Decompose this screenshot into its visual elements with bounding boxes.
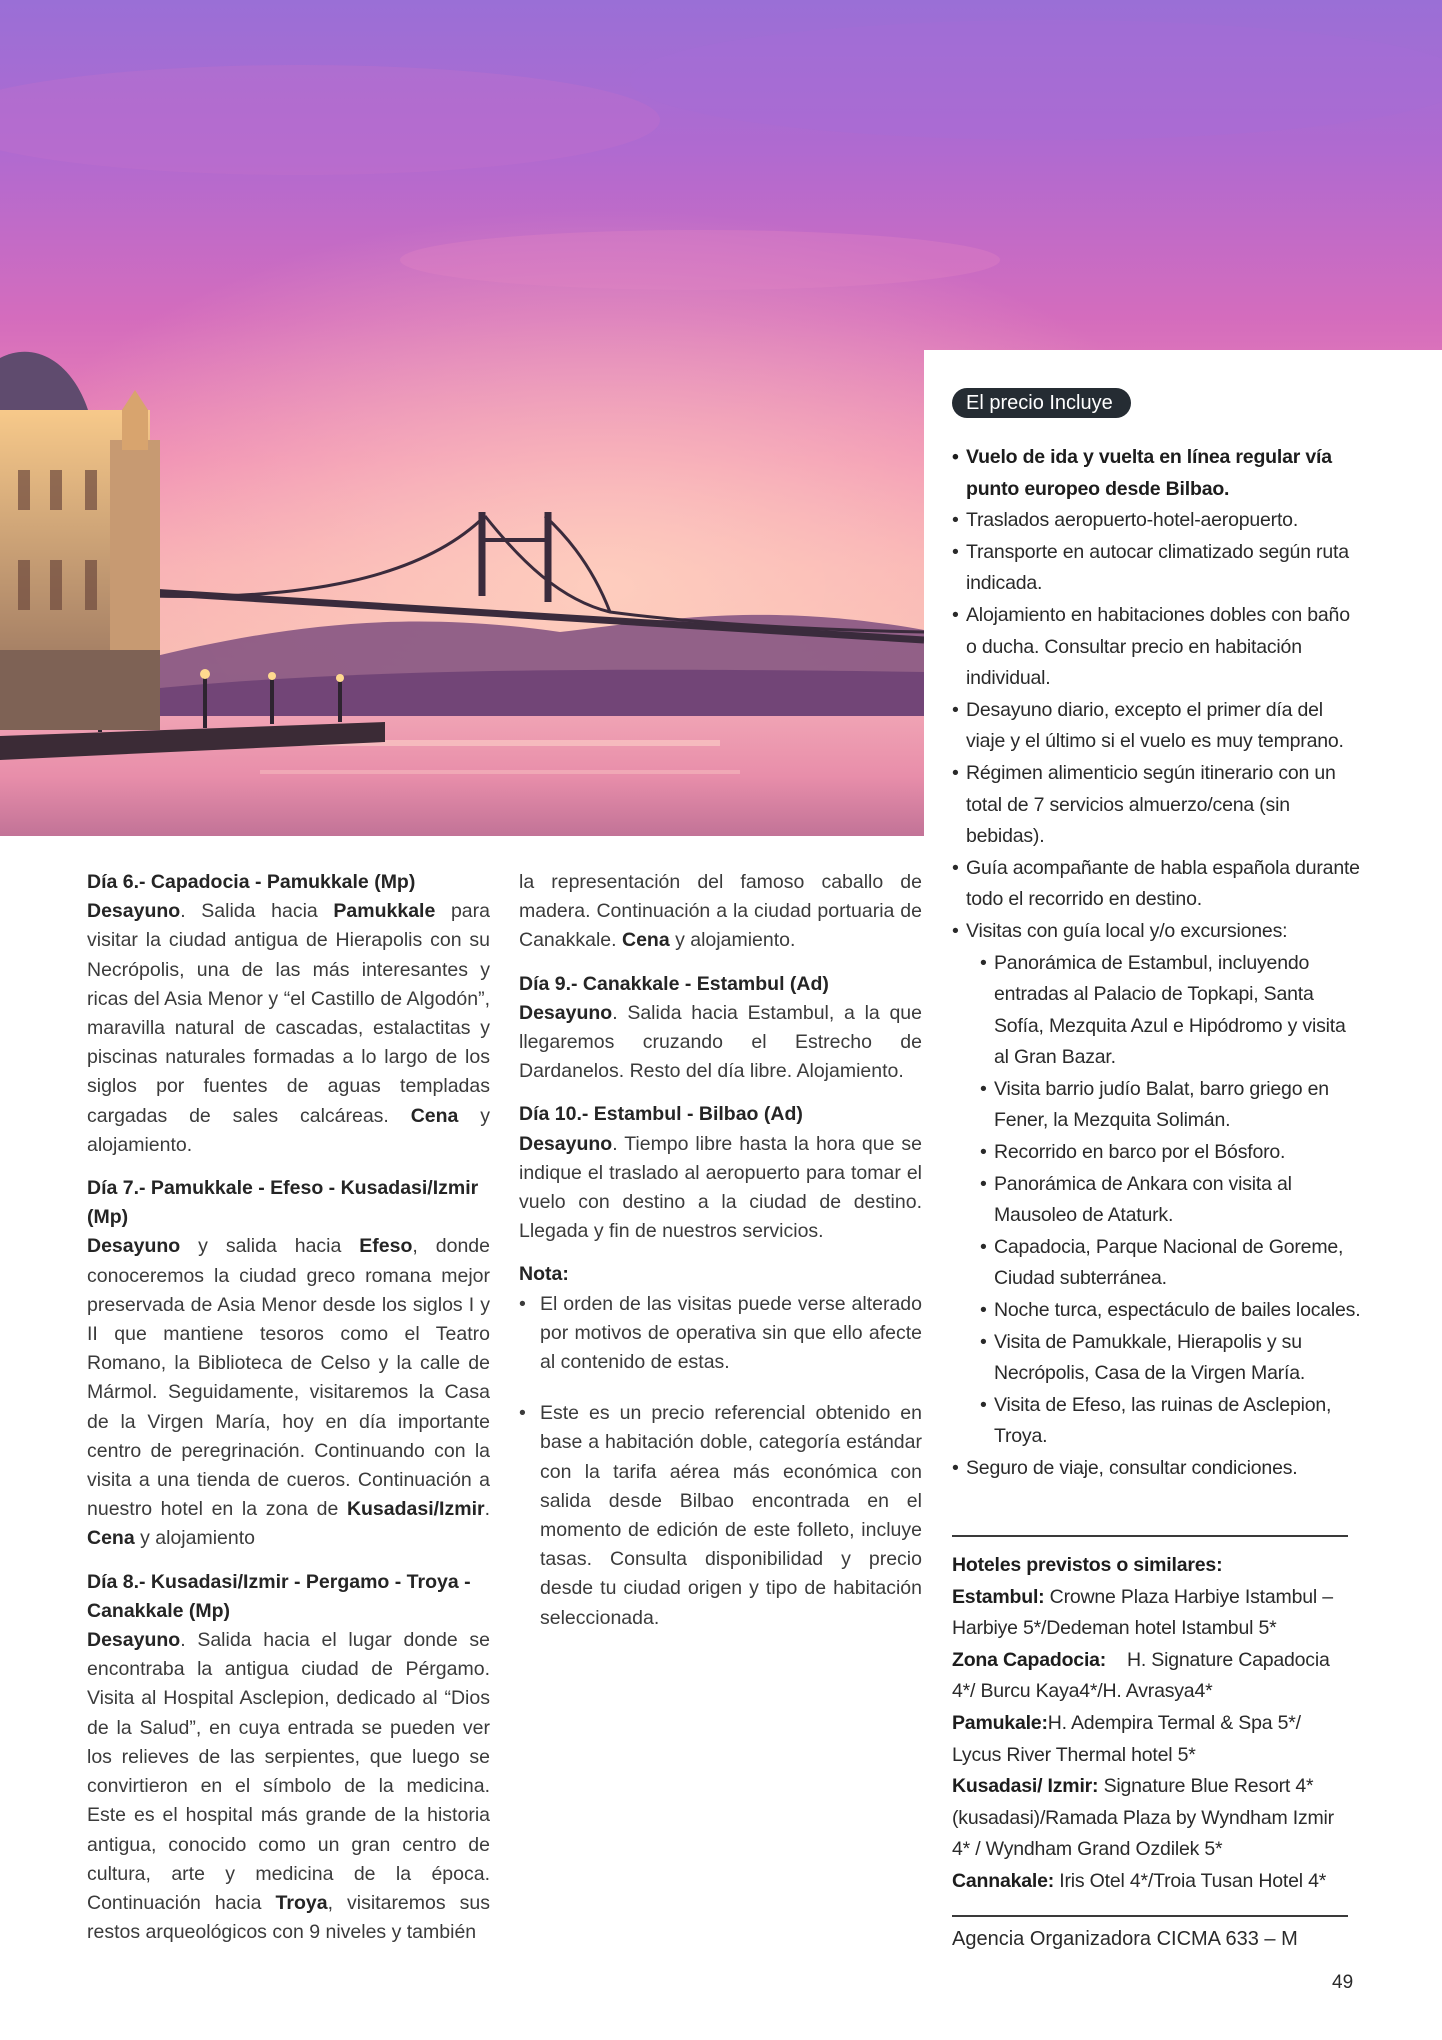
visit-item: • Recorrido en barco por el Bósforo.	[980, 1137, 1362, 1169]
day-title: Día 7.- Pamukkale - Efeso - Kusadasi/Izmir (Mp)	[87, 1177, 479, 1229]
day-title: Día 6.- Capadocia - Pamukkale (Mp)	[87, 871, 416, 893]
visit-item: • Visita barrio judío Balat, barro griego en Fener, la Mezquita Solimán.	[980, 1074, 1362, 1137]
hotel-city: Pamukale:	[952, 1711, 1048, 1734]
visit-item: • Noche turca, espectáculo de bailes locales.	[980, 1295, 1362, 1327]
price-includes-label: El precio Incluye	[966, 392, 1113, 414]
hotel-entry	[952, 1708, 1352, 1771]
visits-sublist	[952, 948, 1362, 1454]
included-item: • Régimen alimenticio según itinerario con un total de 7 servicios almuerzo/cena (sin bebidas).	[952, 758, 1362, 853]
body-text: y alojamiento	[134, 1527, 256, 1550]
bold-text: Desayuno	[87, 1235, 181, 1258]
hotel-city: Cannakale:	[952, 1869, 1055, 1892]
included-item: • Transporte en autocar climatizado según ruta indicada.	[952, 537, 1362, 600]
visit-item: • Visita de Pamukkale, Hierapolis y su Necrópolis, Casa de la Virgen María.	[980, 1327, 1362, 1390]
day-text	[519, 868, 922, 956]
included-item: • Alojamiento en habitaciones dobles con baño o ducha. Consultar precio en habitación individual.	[952, 600, 1362, 695]
included-item: • Visitas con guía local y/o excursiones:	[952, 916, 1362, 948]
body-text: y alojamiento.	[87, 1104, 490, 1156]
body-text: . Salida hacia	[180, 900, 334, 923]
body-text: .	[484, 1498, 490, 1521]
day-text	[87, 1232, 490, 1553]
visit-item: • Panorámica de Ankara con visita al Mausoleo de Ataturk.	[980, 1169, 1362, 1232]
itinerary-column-2	[519, 868, 922, 1633]
bold-text: Desayuno	[87, 900, 181, 923]
price-includes-list	[952, 442, 1362, 1485]
note-title: Nota:	[519, 1263, 569, 1286]
hotel-entry	[952, 1582, 1352, 1645]
body-text: , visitaremos sus restos arqueológicos con 9 niveles y también	[87, 1891, 490, 1944]
hotel-names: Iris Otel 4*/Troia Tusan Hotel 4*	[1054, 1869, 1327, 1892]
visit-item: • Panorámica de Estambul, incluyendo entradas al Palacio de Topkapi, Santa Sofía, Mezquita Azul e Hipódromo y visita al Gran Bazar.	[980, 948, 1362, 1074]
body-text: la representación del famoso caballo de madera. Continuación a la ciudad portuaria de Canakkale.	[519, 871, 922, 952]
day-text	[519, 1130, 922, 1247]
included-item: • Vuelo de ida y vuelta en línea regular vía punto europeo desde Bilbao.	[952, 442, 1362, 505]
bold-text: Desayuno	[519, 1132, 613, 1155]
page-number: 49	[1332, 1972, 1354, 1993]
bold-text: Desayuno	[519, 1001, 613, 1024]
bold-text: Desayuno	[87, 1629, 181, 1652]
note-item: • El orden de las visitas puede verse alterado por motivos de operativa sin que ello afecte al contenido de estas.	[519, 1290, 922, 1378]
hotels-title: Hoteles previstos o similares:	[952, 1554, 1223, 1576]
hotel-city: Zona Capadocia:	[952, 1648, 1107, 1671]
body-text: y alojamiento.	[669, 929, 796, 952]
bold-text: Cena	[87, 1527, 135, 1550]
body-text: , donde conoceremos la ciudad greco romana mejor preservada de Asia Menor desde los siglos I y II que mantiene tesoros como el Teatro Romano, la Biblioteca de Celso y la calle de Mármol. Seguidamente, visitaremos la Casa de la Virgen María, hoy en día importante centro de peregrinación. Continuando con la visita a una tienda de cueros. Continuación a nuestro hotel en la zona de	[87, 1235, 490, 1521]
body-text: y salida hacia	[180, 1235, 360, 1258]
itinerary-column-1	[87, 868, 490, 1947]
hotel-entry	[952, 1866, 1352, 1898]
visit-item: • Visita de Efeso, las ruinas de Asclepion, Troya.	[980, 1390, 1362, 1453]
body-text: para visitar la ciudad antigua de Hierapolis con su Necrópolis, una de las más interesantes y ricas del Asia Menor y “el Castillo de Algodón”, maravilla natural de cascadas, estalactitas y piscinas naturales formadas a lo largo de los siglos por fuentes de aguas templadas cargadas de sales calcáreas.	[87, 900, 490, 1127]
visit-item: • Capadocia, Parque Nacional de Goreme, Ciudad subterránea.	[980, 1232, 1362, 1295]
included-item: • Traslados aeropuerto-hotel-aeropuerto.	[952, 505, 1362, 537]
day-text	[87, 1626, 490, 1947]
day-text	[519, 999, 922, 1087]
included-item: • Desayuno diario, excepto el primer día del viaje y el último si el vuelo es muy temprano.	[952, 695, 1362, 758]
note-item: • Este es un precio referencial obtenido en base a habitación doble, categoría estándar con la tarifa aérea más económica con salida desde Bilbao encontrada en el momento de edición de este folleto, incluye tasas. Consulta disponibilidad y precio desde tu ciudad origen y tipo de habitación seleccionada.	[519, 1399, 922, 1633]
divider	[952, 1535, 1348, 1537]
bold-text: Troya	[275, 1891, 328, 1914]
hotels-section	[952, 1550, 1352, 1898]
bold-text: Cena	[621, 929, 670, 952]
hotel-city: Kusadasi/ Izmir:	[952, 1775, 1099, 1798]
bold-text: Pamukkale	[333, 900, 436, 923]
hotel-city: Estambul:	[952, 1585, 1045, 1608]
price-includes-badge	[952, 388, 1131, 418]
bold-text: Efeso	[359, 1235, 413, 1258]
hotel-names: H. Adempira Termal & Spa 5*/ Lycus River Thermal hotel 5*	[952, 1711, 1301, 1766]
hotel-names: H. Signature Capadocia 4*/ Burcu Kaya4*/H. Avrasya4*	[952, 1648, 1335, 1703]
body-text: . Salida hacia el lugar donde se encontraba la antigua ciudad de Pérgamo. Visita al Hospital Asclepion, dedicado al “Dios de la Salud”, en cuya entrada se pueden ver los relieves de las serpientes, que luego se convirtieron en el símbolo de la medicina. Este es el hospital más grande de la historia antigua, conocido como un gran centro de cultura, arte y medicina de la época. Continuación hacia	[87, 1629, 490, 1914]
hotel-entry	[952, 1771, 1352, 1866]
included-item: • Seguro de viaje, consultar condiciones.	[952, 1453, 1362, 1485]
organizing-agency: Agencia Organizadora CICMA 633 – M	[952, 1928, 1298, 1950]
body-text: . Tiempo libre hasta la hora que se indique el traslado al aeropuerto para tomar el vuelo con destino a la ciudad de destino. Llegada y fin de nuestros servicios.	[519, 1132, 922, 1243]
day-text	[87, 897, 490, 1160]
day-title: Día 8.- Kusadasi/Izmir - Pergamo - Troya - Canakkale (Mp)	[87, 1570, 471, 1622]
hotel-entry	[952, 1645, 1352, 1708]
bold-text: Cena	[410, 1104, 459, 1127]
day-title: Día 10.- Estambul - Bilbao (Ad)	[519, 1103, 803, 1126]
hotel-names: Signature Blue Resort 4*(kusadasi)/Ramada Plaza by Wyndham Izmir 4* / Wyndham Grand Ozdilek 5*	[952, 1775, 1334, 1861]
bold-text: Kusadasi/Izmir	[346, 1498, 485, 1521]
body-text: . Salida hacia Estambul, a la que llegaremos cruzando el Estrecho de Dardanelos. Resto del día libre. Alojamiento.	[519, 1001, 922, 1083]
hotel-names: Crowne Plaza Harbiye Istambul – Harbiye 5*/Dedeman hotel Istambul 5*	[952, 1585, 1333, 1640]
notes-list	[519, 1290, 922, 1633]
divider	[952, 1915, 1348, 1917]
included-item: • Guía acompañante de habla española durante todo el recorrido en destino.	[952, 853, 1362, 916]
day-title: Día 9.- Canakkale - Estambul (Ad)	[519, 972, 829, 995]
